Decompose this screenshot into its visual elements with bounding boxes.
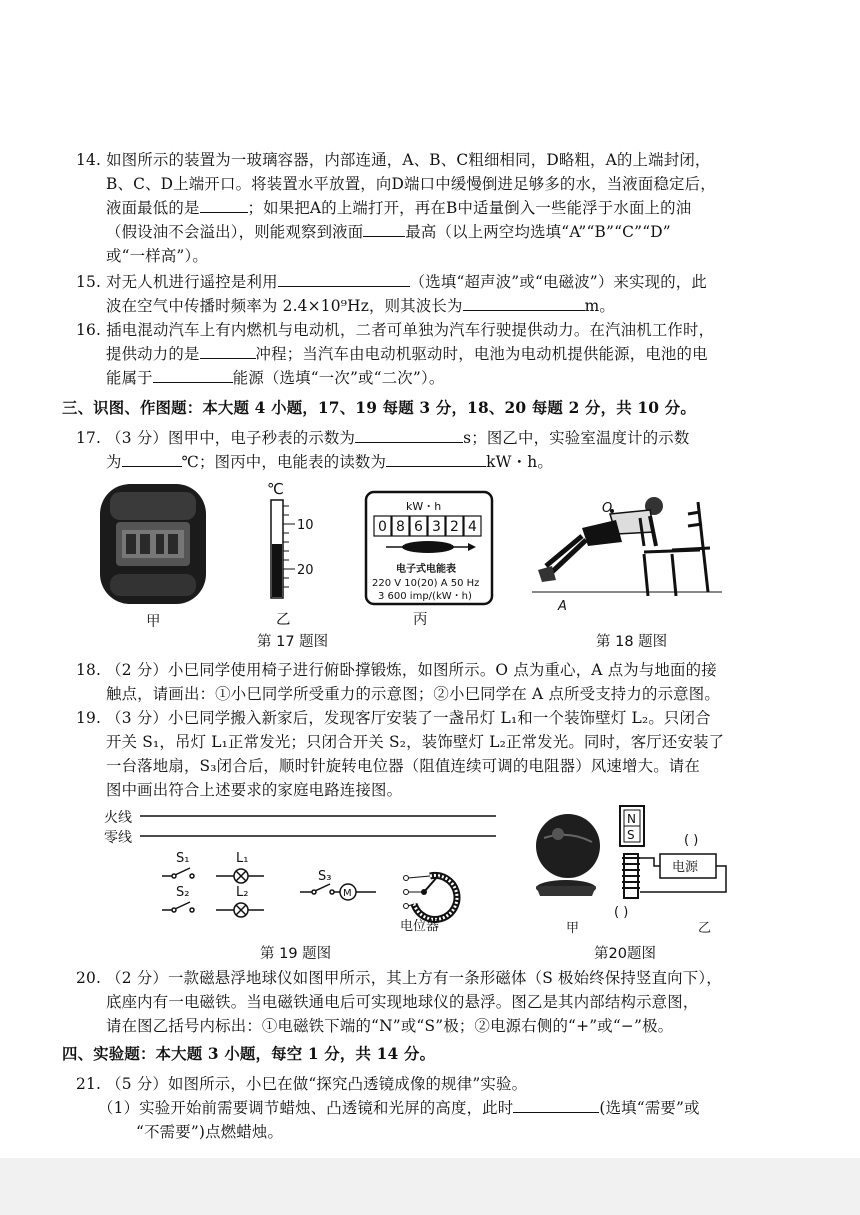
section-3-heading: 三、识图、作图题：本大题 4 小题，17、19 每题 3 分，18、20 每题 2 分，共 10 分。 [62,399,696,417]
s1-label: S₁ [176,851,190,866]
switch-s2 [162,902,194,912]
meter-digits [374,516,481,536]
q17-text-1b: s；图乙中，实验室温度计的示数 [463,429,690,447]
question-16 [76,318,756,390]
l2-label: L₂ [236,885,249,900]
q20-line-3: 请在图乙括号内标出：①电磁铁下端的“N”或“S”极；②电源右侧的“+”或“−”极。 [106,1017,674,1035]
q21-line-2 [76,1096,756,1120]
q14-blank-1[interactable] [200,196,248,213]
switch-s1 [162,868,194,878]
meter-label: 丙 [413,612,428,628]
magnet-pole-paren: ( ) [614,905,629,920]
potentiometer [404,875,457,919]
fig18-caption: 第 18 题图 [596,634,668,650]
thermo-tick-10: 10 [297,518,314,533]
q16-text-2a: 提供动力的是 [106,345,200,363]
q21-line-1: 21. （5 分）如图所示，小巳在做“探究凸透镜成像的规律”实验。 [76,1075,528,1093]
power-polarity-paren: ( ) [684,833,699,848]
q15-line-2 [76,294,756,318]
q14-line-3 [76,196,756,220]
fig19-caption: 第 19 题图 [260,946,332,962]
q16-blank-2[interactable] [153,366,233,383]
electromagnet [622,854,640,898]
q15-text-1a: 15. 对无人机进行遥控是利用 [76,273,278,291]
q14-text-3b: ；如果把A的上端打开，再在B中适量倒入一些能浮于水面上的油 [247,199,692,217]
globe [536,814,600,896]
circuit-label: 乙 [698,921,712,936]
section-4-heading: 四、实验题：本大题 3 小题，每空 1 分，共 14 分。 [62,1045,436,1063]
q15-text-2b: m。 [584,297,615,315]
q20-line-1: 20. （2 分）一款磁悬浮地球仪如图甲所示，其上方有一条形磁体（S 极始终保持竖直向下）， [76,969,722,987]
q14-text-3a: 液面最低的是 [106,199,200,217]
meter-name: 电子式电能表 [396,564,456,575]
potentiometer-label: 电位器 [400,919,440,934]
q14-line-5: 或“一样高”）。 [106,247,208,265]
q17-text-2b: ℃；图丙中，电能表的读数为 [181,453,387,471]
meter-digit: 0 [378,519,387,535]
q14-blank-2[interactable] [363,220,405,237]
globe-label: 甲 [566,921,580,936]
q18-line-2: 触点，请画出：①小巳同学所受重力的示意图；②小巳同学在 A 点所受支持力的示意图。 [106,685,720,703]
q21-line-3: “不需要”)点燃蜡烛。 [136,1123,284,1141]
motor [334,884,376,900]
meter-digit: 4 [468,519,477,535]
point-a: A [558,599,567,614]
lamp-l2 [216,903,264,917]
q17-line-1 [76,426,756,450]
maglev-figure [528,800,738,940]
point-o: O [602,501,613,516]
meter-digit: 3 [432,519,441,535]
q21-blank-1[interactable] [513,1096,599,1113]
magnet-n: N [627,812,636,826]
thermo-label: 乙 [276,612,291,628]
fig20-caption: 第20题图 [594,946,656,962]
q15-text-2a: 波在空气中传播时频率为 2.4×10⁹Hz，则其波长为 [106,297,463,315]
switch-s3 [300,884,334,894]
q16-line-3 [76,366,756,390]
chair [644,502,710,596]
meter-digit: 6 [414,519,423,535]
q18-line-1: 18. （2 分）小巳同学使用椅子进行俯卧撑锻炼，如图所示。O 点为重心，A 点为与地面的接 [76,661,717,679]
power-label: 电源 [672,860,699,875]
q20-line-2: 底座内有一电磁铁。当电磁铁通电后可实现地球仪的悬浮。图乙是其内部结构示意图， [106,993,699,1011]
q17-text-2c: kW・h。 [486,453,553,471]
q19-line-4: 图中画出符合上述要求的家庭电路连接图。 [106,781,403,799]
q19-line-1: 19. （3 分）小巳同学搬入新家后，发现客厅安装了一盏吊灯 L₁和一个装饰壁灯 L₂。只闭合 [76,709,711,727]
question-20 [76,966,756,1038]
question-15 [76,270,756,318]
page-bottom-margin [0,1158,860,1215]
question-17 [76,426,756,474]
magnet-s: S [627,828,635,842]
meter-digit: 2 [450,519,459,535]
q16-text-3a: 能属于 [106,369,153,387]
q15-blank-2[interactable] [463,294,585,311]
thermo-liquid [272,544,282,597]
motor-label: M [343,888,352,899]
stopwatch-label: 甲 [146,614,161,630]
s3-label: S₃ [318,869,332,884]
l1-label: L₁ [236,851,249,866]
q16-line-2 [76,342,756,366]
q16-text-3b: 能源（选填“一次”或“二次”）。 [232,369,445,387]
pushup-figure [532,484,722,614]
q17-text-2a: 为 [106,453,122,471]
q17-text-1a: 17. （3 分）图甲中，电子秒表的示数为 [76,429,356,447]
circuit-figure [100,806,500,936]
q17-blank-1[interactable] [355,426,463,443]
thermo-unit: ℃ [267,480,284,498]
q17-blank-2[interactable] [122,450,182,467]
q17-line-2 [76,450,756,474]
q14-line-2: B、C、D上端开口。将装置水平放置，向D端口中缓慢倒进足够多的水，当液面稳定后， [106,175,716,193]
thermo-tick-20: 20 [297,563,314,578]
fig17-caption: 第 17 题图 [257,634,329,650]
question-14 [76,148,756,268]
meter-digit: 8 [396,519,405,535]
question-19 [76,706,756,802]
q14-text-4a: （假设油不会溢出），则能观察到液面 [106,223,364,241]
thermometer-figure [255,478,325,606]
q21-text-2a: （1）实验开始前需要调节蜡烛、凸透镜和光屏的高度，此时 [98,1099,514,1117]
meter-spec-2: 3 600 imp/(kW・h) [378,591,472,602]
stopwatch-figure [98,478,210,608]
s2-label: S₂ [176,885,190,900]
q15-line-1 [76,270,756,294]
question-21 [76,1072,756,1144]
q15-blank-1[interactable] [278,270,410,287]
q14-line-4 [76,220,756,244]
q14-line-1: 14. 如图所示的装置为一玻璃容器，内部连通，A、B、C粗细相同，D略粗，A的上端封闭， [76,151,711,169]
neutral-wire-label: 零线 [104,830,132,846]
lamp-l1 [216,869,264,883]
q16-text-2b: 冲程；当汽车由电动机驱动时，电池为电动机提供能源，电池的电 [255,345,708,363]
q19-line-2: 开关 S₁，吊灯 L₁正常发光；只闭合开关 S₂，装饰壁灯 L₂正常发光。同时，客厅还安装了 [106,733,725,751]
meter-unit: kW・h [406,500,442,513]
question-18 [76,658,756,706]
q16-blank-1[interactable] [200,342,256,359]
q16-line-1: 16. 插电混动汽车上有内燃机与电动机，二者可单独为汽车行驶提供动力。在汽油机工作时， [76,321,715,339]
q15-text-1b: （选填“超声波”或“电磁波”）来实现的，此 [409,273,707,291]
live-wire-label: 火线 [104,810,132,826]
q21-text-2b: (选填“需要”或 [599,1099,700,1117]
q17-blank-3[interactable] [386,450,486,467]
energy-meter-figure [364,490,494,606]
meter-spec-1: 220 V 10(20) A 50 Hz [372,578,480,589]
q19-line-3: 一台落地扇，S₃闭合后，顺时针旋转电位器（阻值连续可调的电阻器）风速增大。请在 [106,757,700,775]
q14-text-4b: 最高（以上两空均选填“A”“B”“C”“D” [405,223,671,241]
